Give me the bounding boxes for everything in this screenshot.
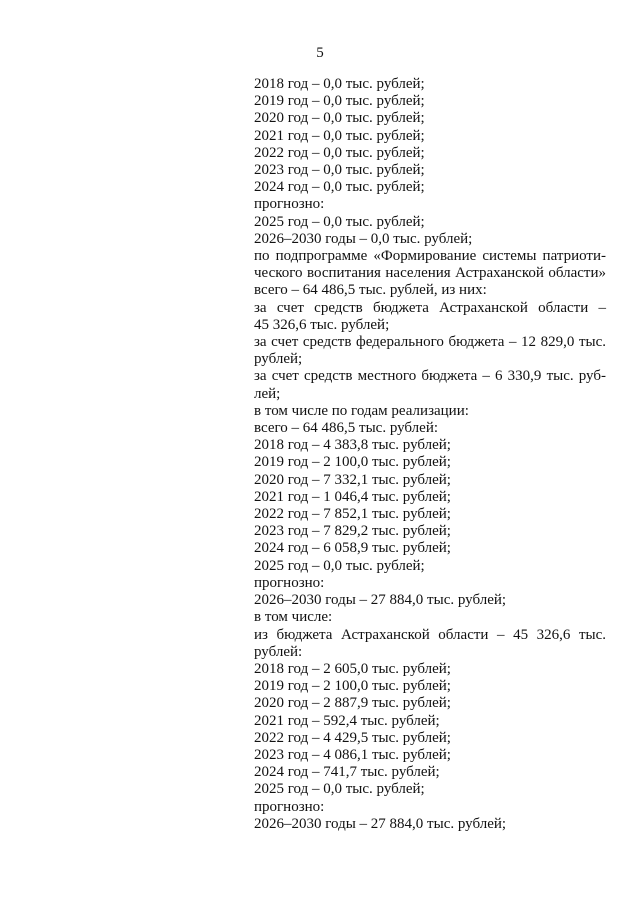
text-line: по подпрограмме «Формирование системы патриоти- [254, 248, 606, 265]
text-line: 2022 год – 0,0 тыс. рублей; [254, 144, 425, 161]
text-line: 2023 год – 7 829,2 тыс. рублей; [254, 523, 451, 540]
text-line: 2022 год – 7 852,1 тыс. рублей; [254, 506, 451, 523]
text-line: всего – 64 486,5 тыс. рублей, из них: [254, 282, 487, 299]
text-line: 2025 год – 0,0 тыс. рублей; [254, 213, 425, 230]
text-line: в том числе: [254, 609, 333, 626]
text-line: 2024 год – 741,7 тыс. рублей; [254, 764, 440, 781]
text-line: 2019 год – 0,0 тыс. рублей; [254, 93, 425, 110]
text-line: 2022 год – 4 429,5 тыс. рублей; [254, 729, 451, 746]
text-line: 2019 год – 2 100,0 тыс. рублей; [254, 678, 451, 695]
text-line: 2020 год – 0,0 тыс. рублей; [254, 110, 425, 127]
text-line: 2019 год – 2 100,0 тыс. рублей; [254, 454, 451, 471]
text-line: 2024 год – 0,0 тыс. рублей; [254, 179, 425, 196]
text-line: в том числе по годам реализации: [254, 402, 469, 419]
text-line: всего – 64 486,5 тыс. рублей: [254, 420, 439, 437]
text-line: из бюджета Астраханской области – 45 326,6 тыс. [254, 626, 606, 643]
text-line: прогнозно: [254, 574, 325, 591]
text-line: за счет средств федерального бюджета – 12 829,0 тыс. [254, 334, 606, 351]
text-line: 2026–2030 годы – 27 884,0 тыс. рублей; [254, 592, 507, 609]
text-line: 2020 год – 2 887,9 тыс. рублей; [254, 695, 451, 712]
text-line: ческого воспитания населения Астраханской области» [254, 265, 606, 282]
text-line: 2023 год – 0,0 тыс. рублей; [254, 162, 425, 179]
text-line: 2026–2030 годы – 0,0 тыс. рублей; [254, 230, 473, 247]
text-line: прогнозно: [254, 798, 325, 815]
text-line: рублей; [254, 351, 303, 368]
text-line: рублей: [254, 643, 303, 660]
text-line: 2021 год – 1 046,4 тыс. рублей; [254, 488, 451, 505]
text-line: 2025 год – 0,0 тыс. рублей; [254, 781, 425, 798]
text-line: 2018 год – 0,0 тыс. рублей; [254, 76, 425, 92]
text-line: 2021 год – 0,0 тыс. рублей; [254, 127, 425, 144]
text-line: 2018 год – 2 605,0 тыс. рублей; [254, 660, 451, 677]
text-line: 2024 год – 6 058,9 тыс. рублей; [254, 540, 451, 557]
document-body [254, 76, 606, 833]
text-line: 45 326,6 тыс. рублей; [254, 316, 390, 333]
text-line: 2026–2030 годы – 27 884,0 тыс. рублей; [254, 815, 507, 832]
text-line: 2023 год – 4 086,1 тыс. рублей; [254, 746, 451, 763]
page-number: 5 [316, 45, 324, 61]
text-line: прогнозно: [254, 196, 325, 213]
text-line: 2021 год – 592,4 тыс. рублей; [254, 712, 440, 729]
text-line: 2025 год – 0,0 тыс. рублей; [254, 557, 425, 574]
text-line: за счет средств местного бюджета – 6 330,9 тыс. руб- [254, 368, 606, 385]
text-line: за счет средств бюджета Астраханской области – [254, 299, 606, 316]
text-line: лей; [254, 385, 281, 402]
text-line: 2018 год – 4 383,8 тыс. рублей; [254, 437, 451, 454]
text-line: 2020 год – 7 332,1 тыс. рублей; [254, 471, 451, 488]
